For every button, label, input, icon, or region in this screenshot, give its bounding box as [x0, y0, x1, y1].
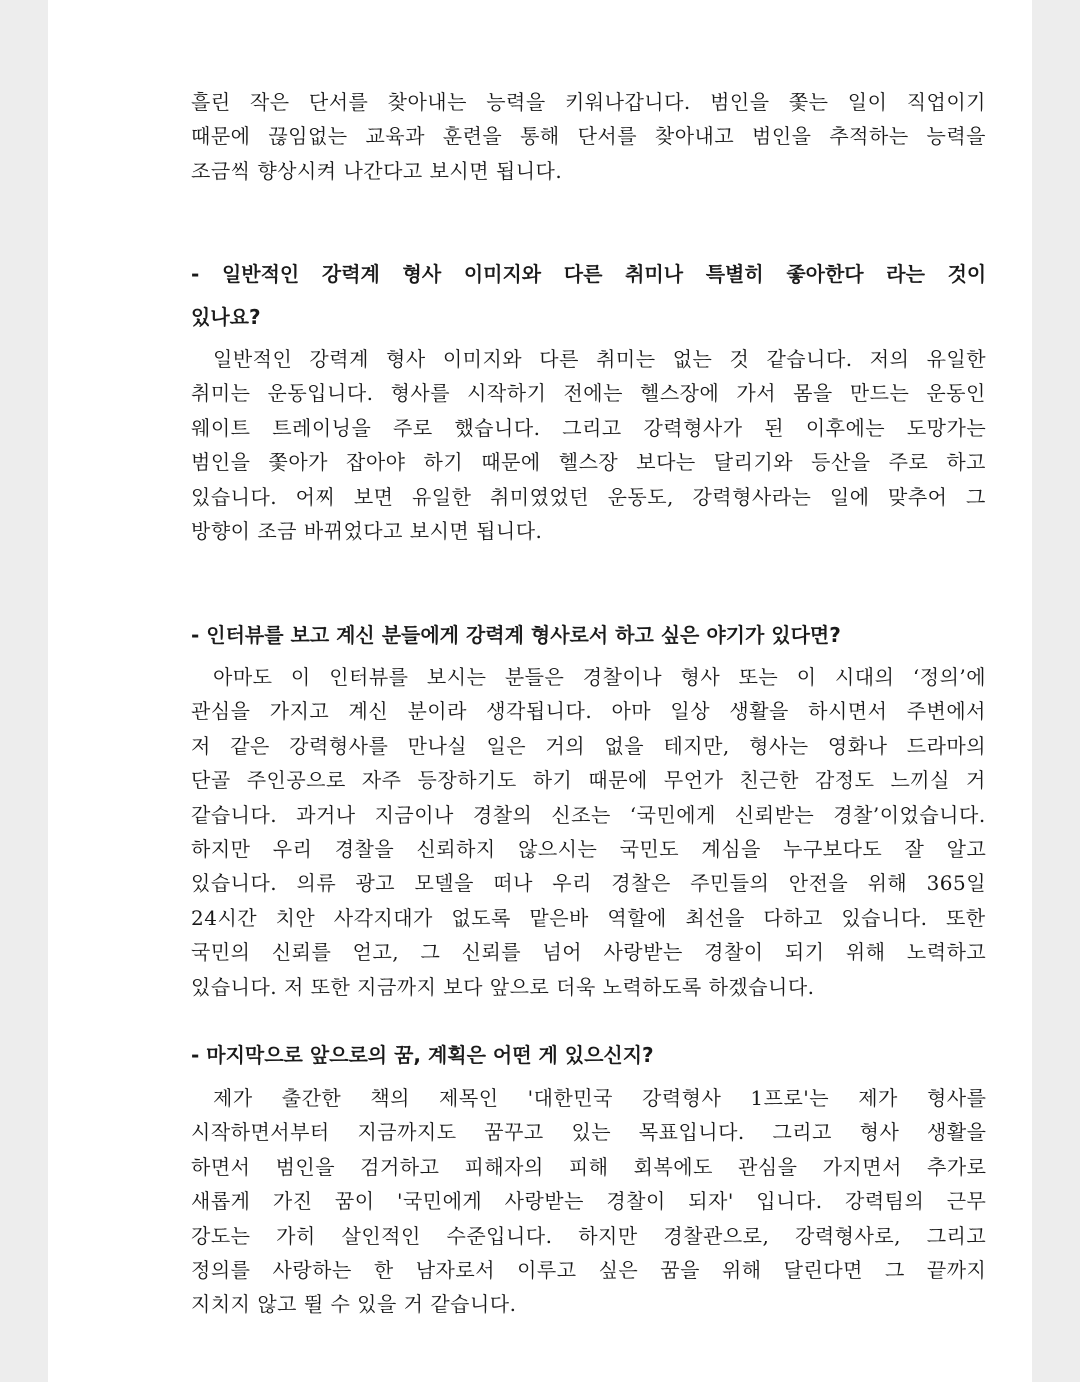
- text-line: 있습니다. 저 또한 지금까지 보다 앞으로 더욱 노력하도록 하겠습니다.: [191, 974, 815, 999]
- text-line: 새롭게 가진 꿈이 '국민에게 사랑받는 경찰이 되자' 입니다. 강력팀의 근무: [191, 1189, 987, 1214]
- text-line: 지치지 않고 뛸 수 있을 거 같습니다.: [191, 1292, 517, 1317]
- text-line: 있습니다. 어찌 보면 유일한 취미였었던 운동도, 강력형사라는 일에 맞추어 그: [191, 484, 986, 509]
- text-line: 강도는 가히 살인적인 수준입니다. 하지만 경찰관으로, 강력형사로, 그리고: [191, 1223, 987, 1248]
- text-line: 24시간 치안 사각지대가 없도록 맡은바 역할에 최선을 다하고 있습니다. 또한: [191, 905, 986, 930]
- text-line: 흘린 작은 단서를 찾아내는 능력을 키워나갑니다. 범인을 쫓는 일이 직업이기: [191, 90, 986, 114]
- text-line: 방향이 조금 바뀌었다고 보시면 됩니다.: [191, 518, 543, 543]
- answer-message: [191, 660, 986, 1004]
- text-line-content: 제가 출간한 책의 제목인 '대한민국 강력형사 1프로'는 제가 형사를: [213, 1086, 987, 1110]
- question-line: - 인터뷰를 보고 계신 분들에게 강력계 형사로서 하고 싶은 야기가 있다면?: [191, 623, 841, 647]
- text-line: 있습니다. 의류 광고 모델을 떠나 우리 경찰은 주민들의 안전을 위해 365일: [191, 871, 987, 896]
- text-line: 취미는 운동입니다. 형사를 시작하기 전에는 헬스장에 가서 몸을 만드는 운동인: [191, 381, 986, 406]
- text-line-content: 아마도 이 인터뷰를 보시는 분들은 경찰이나 형사 또는 이 시대의 ‘정의’에: [213, 665, 987, 689]
- question-message: [191, 614, 986, 657]
- text-line: [191, 342, 986, 376]
- text-line: 국민의 신뢰를 얻고, 그 신뢰를 넘어 사랑받는 경찰이 되기 위해 노력하고: [191, 940, 987, 965]
- text-line: 범인을 쫓아가 잡아야 하기 때문에 헬스장 보다는 달리기와 등산을 주로 하고: [191, 450, 986, 475]
- paragraph-intro: [191, 85, 986, 188]
- question-hobby: [191, 253, 986, 339]
- text-line-content: 일반적인 강력계 형사 이미지와 다른 취미는 없는 것 같습니다. 저의 유일한: [213, 347, 987, 371]
- text-line: [191, 1081, 986, 1115]
- document-page: [48, 0, 1032, 1382]
- text-line: 웨이트 트레이닝을 주로 했습니다. 그리고 강력형사가 된 이후에는 도망가는: [191, 415, 987, 440]
- text-line: 저 같은 강력형사를 만나실 일은 거의 없을 테지만, 형사는 영화나 드라마의: [191, 733, 987, 758]
- question-line: - 마지막으로 앞으로의 꿈, 계획은 어떤 게 있으신지?: [191, 1043, 654, 1067]
- question-future: [191, 1034, 986, 1077]
- text-line: 같습니다. 과거나 지금이나 경찰의 신조는 ‘국민에게 신뢰받는 경찰’이었습니다.: [191, 802, 986, 827]
- question-line: - 일반적인 강력계 형사 이미지와 다른 취미나 특별히 좋아한다 라는 것이: [191, 262, 987, 286]
- text-line: 시작하면서부터 지금까지도 꿈꾸고 있는 목표입니다. 그리고 형사 생활을: [191, 1120, 987, 1145]
- text-line: 하면서 범인을 검거하고 피해자의 피해 회복에도 관심을 가지면서 추가로: [191, 1154, 987, 1179]
- answer-future: [191, 1081, 986, 1322]
- text-line: 조금씩 향상시켜 나간다고 보시면 됩니다.: [191, 158, 563, 183]
- question-line: 있나요?: [191, 305, 261, 329]
- text-line: 때문에 끊임없는 교육과 훈련을 통해 단서를 찾아내고 범인을 추적하는 능력을: [191, 124, 986, 149]
- text-line: [191, 660, 986, 694]
- text-line: 관심을 가지고 계신 분이라 생각됩니다. 아마 일상 생활을 하시면서 주변에서: [191, 699, 986, 724]
- text-line: 하지만 우리 경찰을 신뢰하지 않으시는 국민도 계심을 누구보다도 잘 알고: [191, 836, 987, 861]
- answer-hobby: [191, 342, 986, 548]
- text-line: 단골 주인공으로 자주 등장하기도 하기 때문에 무언가 친근한 감정도 느끼실 거: [191, 768, 986, 793]
- text-line: 정의를 사랑하는 한 남자로서 이루고 싶은 꿈을 위해 달린다면 그 끝까지: [191, 1257, 987, 1282]
